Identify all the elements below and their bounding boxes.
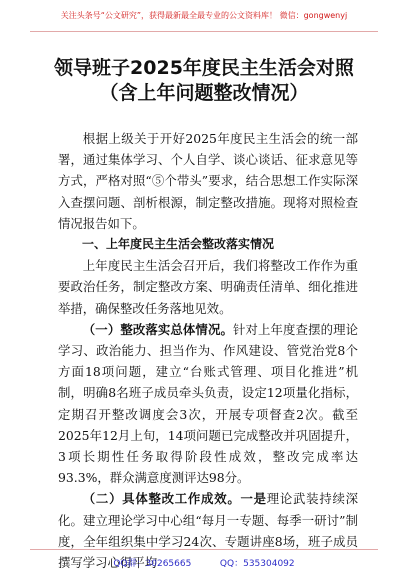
subsection-2-text: 理论武装持续深化。建立理论学习中心组“每月一专题、每季一研讨”制度，全年组织集中学习24次、专题讲座8场，班子成员撰写学习心得平均 xyxy=(58,491,358,571)
section-heading: 一、上年度民主生活会整改落实情况 xyxy=(82,237,275,252)
subsection-2-heading: （二）具体整改工作成效。 xyxy=(82,491,241,507)
subsection-1-paragraph xyxy=(58,319,358,489)
intro-paragraph: 根据上级关于开好2025年度民主生活会的统一部署，通过集体学习、个人自学、谈心谈话、征求意见等方式，严格对照“⑤个带头”要求，结合思想工作实际深入查摆问题、剖析根源，制定整改措施。现将对照检查情况报告如下。 xyxy=(58,131,358,231)
section-paragraph: 上年度民主生活会召开后，我们将整改工作作为重要政治任务，制定整改方案、明确责任清单、细化推进举措，确保整改任务落地见效。 xyxy=(58,258,358,316)
document-title: 领导班子2025年度民主生活会对照（含上年问题整改情况） xyxy=(54,57,354,104)
subsection-1-heading: （一）整改落实总体情况。 xyxy=(82,321,233,337)
footer-contact: QQ群：30265665 QQ：535304092 xyxy=(113,559,295,569)
subsection-2-lead: 一是 xyxy=(240,491,267,507)
header-note: 关注头条号“公文研究”，获得最新最全最专业的公文资料库！ 微信：gongwenyj xyxy=(60,11,348,20)
document-body xyxy=(58,128,358,573)
subsection-1-text: 针对上年度查摆的理论学习、政治能力、担当作为、作风建设、管党治党8个方面18项问题，建立“台账式管理、项目化推进”机制，明确8名班子成员牵头负责，设定12项量化指标，定期召开整改调度会3次，开展专项督查2次。截至2025年12月上旬，14项问题已完成整改并巩固提升，3项长期性任务取得阶段性成效，整改完成率达93.3%，群众满意度测评达98分。 xyxy=(58,321,359,486)
header-divider xyxy=(30,31,378,32)
footer-divider xyxy=(30,549,378,550)
